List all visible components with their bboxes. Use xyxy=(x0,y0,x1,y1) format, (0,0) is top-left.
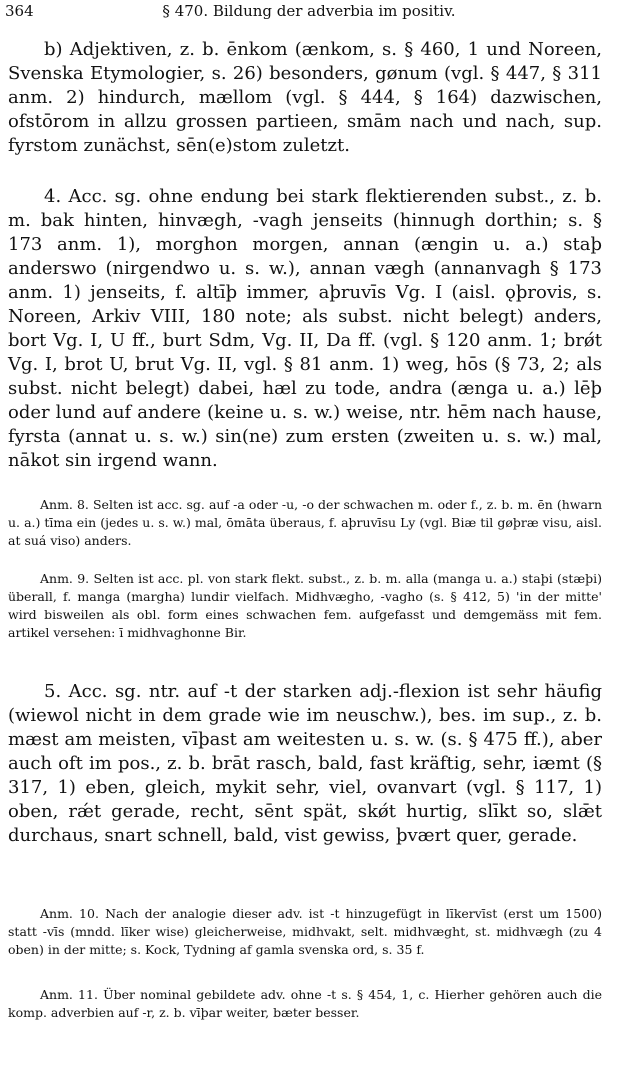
running-title: § 470. Bildung der adverbia im positiv. xyxy=(162,2,456,20)
anmerkung-10: Anm. 10. Nach der analogie dieser adv. ist -t hinzugefügt in līkervīst (erst um 1500) statt -vīs (mndd. līker wise) gleicherweise, midhvakt, selt. midhvæght, st. midhvægh (zu 4 oben) in der mitte; s. Kock, Tydning af gamla svenska ord, s. 35 f. xyxy=(8,906,602,957)
paragraph-4-acc-sg: 4. Acc. sg. ohne endung bei stark flektierenden subst., z. b. m. bak hinten, hinvægh, -vagh jenseits (hinnugh dorthin; s. § 173 anm. 1), morghon morgen, annan (ængin u. a.) staþ anderswo (nirgendwo u. s. w.), annan vægh (annanvagh § 173 anm. 1) jenseits, f. altīþ immer, aþruvīs Vg. I (aisl. ǫþrovis, s. Noreen, Arkiv VIII, 180 note; als subst. nicht belegt) anders, bort Vg. I, U ff., burt Sdm, Vg. II, Da ff. (vgl. § 120 anm. 1; brǿt Vg. I, brot U, brut Vg. II, vgl. § 81 anm. 1) weg, hōs (§ 73, 2; als subst. nicht belegt) dabei, hæl zu tode, andra (ænga u. a.) lēþ oder lund auf andere (keine u. s. w.) weise, ntr. hēm nach hause, fyrsta (annat u. s. w.) sin(ne) zum ersten (zweiten u. s. w.) mal, nākot sin irgend wann. xyxy=(8,186,602,471)
anmerkung-11: Anm. 11. Über nominal gebildete adv. ohne -t s. § 454, 1, c. Hierher gehören auch die komp. adverbien auf -r, z. b. vīþar weiter, bæter besser. xyxy=(8,987,602,1020)
anmerkung-8: Anm. 8. Selten ist acc. sg. auf -a oder -u, -o der schwachen m. oder f., z. b. m. ēn (hwarn u. a.) tīma ein (jedes u. s. w.) mal, ōmāta überaus, f. aþruvīsu Ly (vgl. Biæ til gøþræ visu, aisl. at suá viso) anders. xyxy=(8,497,602,548)
page-header xyxy=(5,2,613,28)
page-number: 364 xyxy=(5,2,34,20)
anmerkung-9: Anm. 9. Selten ist acc. pl. von stark flekt. subst., z. b. m. alla (manga u. a.) staþi (stæþi) überall, f. manga (margha) lundir vielfach. Midhvægho, -vagho (s. § 412, 5) 'in der mitte' wird bisweilen als obl. form eines schwachen fem. aufgefasst und demgemäss mit fem. artikel versehen: ī midhvaghonne Bir. xyxy=(8,571,602,640)
paragraph-5-acc-sg-ntr: 5. Acc. sg. ntr. auf -t der starken adj.-flexion ist sehr häufig (wiewol nicht in dem grade wie im neuschw.), bes. im sup., z. b. mæst am meisten, vīþast am weitesten u. s. w. (s. § 475 ff.), aber auch oft im pos., z. b. brāt rasch, bald, fast kräftig, sehr, iæmt (§ 317, 1) eben, gleich, mykit sehr, viel, ovanvart (vgl. § 117, 1) oben, rǽt gerade, recht, sēnt spät, skǿt hurtig, slīkt so, slǣt durchaus, snart schnell, bald, vist gewiss, þvært quer, gerade. xyxy=(8,681,602,846)
paragraph-b-adjektiven: b) Adjektiven, z. b. ēnkom (ænkom, s. § 460, 1 und Noreen, Svenska Etymologier, s. 26) besonders, gønum (vgl. § 447, § 311 anm. 2) hindurch, mællom (vgl. § 444, § 164) dazwischen, ofstōrom in allzu grossen partieen, smām nach und nach, sup. fyrstom zunächst, sēn(e)stom zuletzt. xyxy=(8,39,602,156)
